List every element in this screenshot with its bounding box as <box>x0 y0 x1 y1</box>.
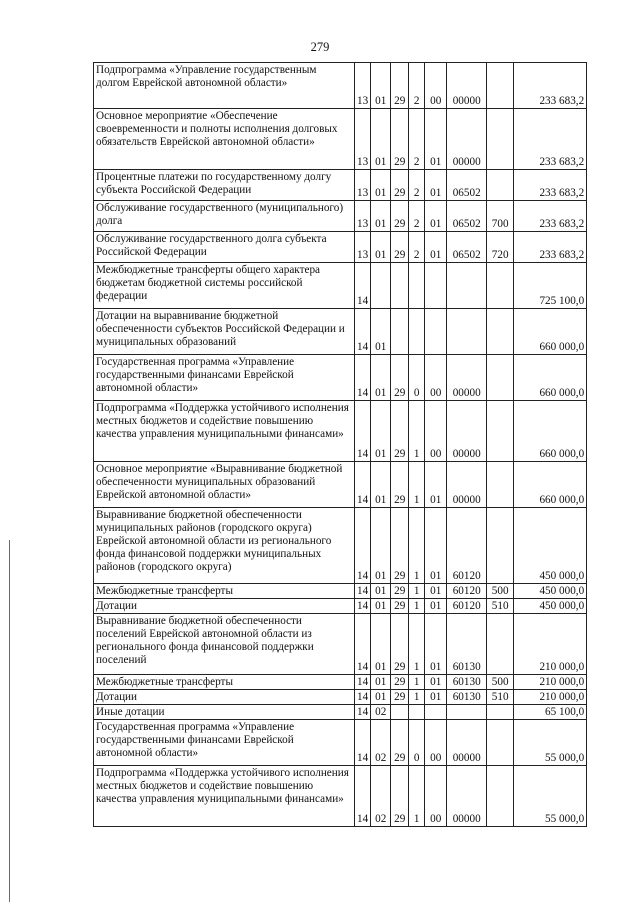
subsection-code: 02 <box>371 705 391 720</box>
table-row <box>94 232 587 263</box>
amount: 210 000,0 <box>514 675 587 690</box>
section-code: 14 <box>355 508 371 584</box>
amount: 450 000,0 <box>514 508 587 584</box>
expense-type-code <box>487 766 514 827</box>
program-code <box>391 263 409 309</box>
expense-type-code: 500 <box>487 675 514 690</box>
row-name: Подпрограмма «Поддержка устойчивого исполнения местных бюджетов и содействие повышению качества управления муниципальными финансами» <box>94 766 355 827</box>
program-code <box>391 705 409 720</box>
subprogram-code: 1 <box>409 462 425 508</box>
activity-code <box>425 263 447 309</box>
program-code: 29 <box>391 584 409 599</box>
section-code: 14 <box>355 766 371 827</box>
activity-code <box>425 309 447 355</box>
table-row <box>94 170 587 201</box>
expense-type-code <box>487 63 514 109</box>
direction-code <box>447 309 487 355</box>
subsection-code: 01 <box>371 599 391 614</box>
program-code: 29 <box>391 675 409 690</box>
activity-code: 00 <box>425 63 447 109</box>
table-row <box>94 263 587 309</box>
direction-code: 60130 <box>447 690 487 705</box>
subprogram-code: 1 <box>409 508 425 584</box>
amount: 55 000,0 <box>514 720 587 766</box>
expense-type-code: 720 <box>487 232 514 263</box>
expense-type-code <box>487 705 514 720</box>
table-row <box>94 309 587 355</box>
subsection-code: 01 <box>371 401 391 462</box>
program-code: 29 <box>391 599 409 614</box>
subprogram-code: 1 <box>409 614 425 675</box>
subsection-code <box>371 263 391 309</box>
amount: 65 100,0 <box>514 705 587 720</box>
activity-code: 01 <box>425 109 447 170</box>
section-code: 14 <box>355 720 371 766</box>
amount: 233 683,2 <box>514 109 587 170</box>
subsection-code: 01 <box>371 232 391 263</box>
subsection-code: 01 <box>371 614 391 675</box>
row-name: Межбюджетные трансферты <box>94 584 355 599</box>
activity-code: 01 <box>425 675 447 690</box>
table-row <box>94 508 587 584</box>
budget-table <box>93 62 587 827</box>
row-name: Выравнивание бюджетной обеспеченности муниципальных районов (городского округа) Еврейской автономной области из регионального фонда финансовой поддержки муниципальных районов (городского округа) <box>94 508 355 584</box>
amount: 233 683,2 <box>514 201 587 232</box>
program-code: 29 <box>391 401 409 462</box>
direction-code: 06502 <box>447 201 487 232</box>
expense-type-code <box>487 508 514 584</box>
direction-code: 00000 <box>447 766 487 827</box>
subsection-code: 01 <box>371 201 391 232</box>
expense-type-code <box>487 614 514 675</box>
expense-type-code <box>487 309 514 355</box>
direction-code: 60120 <box>447 584 487 599</box>
amount: 660 000,0 <box>514 355 587 401</box>
activity-code: 00 <box>425 766 447 827</box>
direction-code: 60130 <box>447 614 487 675</box>
section-code: 14 <box>355 462 371 508</box>
section-code: 13 <box>355 232 371 263</box>
row-name: Процентные платежи по государственному долгу субъекта Российской Федерации <box>94 170 355 201</box>
subprogram-code: 1 <box>409 401 425 462</box>
table-row <box>94 599 587 614</box>
row-name: Государственная программа «Управление государственными финансами Еврейской автономной области» <box>94 720 355 766</box>
direction-code <box>447 705 487 720</box>
row-name: Дотации <box>94 690 355 705</box>
scan-edge-line <box>9 540 10 902</box>
subsection-code: 01 <box>371 462 391 508</box>
program-code: 29 <box>391 201 409 232</box>
subsection-code: 01 <box>371 584 391 599</box>
section-code: 14 <box>355 599 371 614</box>
subsection-code: 02 <box>371 766 391 827</box>
activity-code: 00 <box>425 401 447 462</box>
table-row <box>94 584 587 599</box>
amount: 210 000,0 <box>514 614 587 675</box>
activity-code: 01 <box>425 508 447 584</box>
row-name: Дотации <box>94 599 355 614</box>
direction-code: 06502 <box>447 170 487 201</box>
activity-code: 01 <box>425 170 447 201</box>
table-row <box>94 690 587 705</box>
table-row <box>94 766 587 827</box>
subprogram-code: 2 <box>409 232 425 263</box>
program-code: 29 <box>391 170 409 201</box>
program-code: 29 <box>391 355 409 401</box>
subprogram-code: 1 <box>409 599 425 614</box>
subprogram-code: 1 <box>409 675 425 690</box>
activity-code: 01 <box>425 614 447 675</box>
amount: 660 000,0 <box>514 401 587 462</box>
direction-code: 06502 <box>447 232 487 263</box>
activity-code <box>425 705 447 720</box>
subprogram-code <box>409 705 425 720</box>
section-code: 13 <box>355 170 371 201</box>
direction-code: 00000 <box>447 355 487 401</box>
table-row <box>94 401 587 462</box>
section-code: 13 <box>355 109 371 170</box>
subprogram-code <box>409 309 425 355</box>
row-name: Подпрограмма «Поддержка устойчивого исполнения местных бюджетов и содействие повышению качества управления муниципальными финансами» <box>94 401 355 462</box>
section-code: 14 <box>355 584 371 599</box>
table-row <box>94 720 587 766</box>
section-code: 14 <box>355 675 371 690</box>
direction-code: 00000 <box>447 720 487 766</box>
amount: 210 000,0 <box>514 690 587 705</box>
expense-type-code: 500 <box>487 584 514 599</box>
program-code: 29 <box>391 508 409 584</box>
activity-code: 01 <box>425 599 447 614</box>
program-code: 29 <box>391 690 409 705</box>
expense-type-code <box>487 401 514 462</box>
section-code: 14 <box>355 355 371 401</box>
table-row <box>94 201 587 232</box>
activity-code: 00 <box>425 355 447 401</box>
section-code: 14 <box>355 690 371 705</box>
program-code <box>391 309 409 355</box>
subprogram-code: 2 <box>409 201 425 232</box>
row-name: Выравнивание бюджетной обеспеченности поселений Еврейской автономной области из регионального фонда финансовой поддержки поселений <box>94 614 355 675</box>
subsection-code: 01 <box>371 690 391 705</box>
row-name: Межбюджетные трансферты общего характера бюджетам бюджетной системы российской федерации <box>94 263 355 309</box>
expense-type-code <box>487 355 514 401</box>
row-name: Дотации на выравнивание бюджетной обеспеченности субъектов Российской Федерации и муниципальных образований <box>94 309 355 355</box>
amount: 450 000,0 <box>514 584 587 599</box>
subprogram-code <box>409 263 425 309</box>
subsection-code: 01 <box>371 109 391 170</box>
direction-code: 60130 <box>447 675 487 690</box>
expense-type-code <box>487 263 514 309</box>
amount: 233 683,2 <box>514 63 587 109</box>
subprogram-code: 2 <box>409 109 425 170</box>
program-code: 29 <box>391 614 409 675</box>
amount: 55 000,0 <box>514 766 587 827</box>
direction-code: 00000 <box>447 462 487 508</box>
subprogram-code: 1 <box>409 766 425 827</box>
subsection-code: 01 <box>371 508 391 584</box>
direction-code: 00000 <box>447 401 487 462</box>
expense-type-code: 700 <box>487 201 514 232</box>
table-row <box>94 614 587 675</box>
budget-table-body <box>94 63 587 827</box>
subsection-code: 01 <box>371 309 391 355</box>
amount: 725 100,0 <box>514 263 587 309</box>
activity-code: 01 <box>425 584 447 599</box>
program-code: 29 <box>391 63 409 109</box>
direction-code: 00000 <box>447 63 487 109</box>
section-code: 13 <box>355 63 371 109</box>
subsection-code: 02 <box>371 720 391 766</box>
expense-type-code <box>487 109 514 170</box>
program-code: 29 <box>391 766 409 827</box>
direction-code: 00000 <box>447 109 487 170</box>
expense-type-code <box>487 170 514 201</box>
section-code: 14 <box>355 263 371 309</box>
subsection-code: 01 <box>371 170 391 201</box>
row-name: Обслуживание государственного долга субъекта Российской Федерации <box>94 232 355 263</box>
program-code: 29 <box>391 720 409 766</box>
program-code: 29 <box>391 462 409 508</box>
subprogram-code: 2 <box>409 63 425 109</box>
row-name: Подпрограмма «Управление государственным долгом Еврейской автономной области» <box>94 63 355 109</box>
subsection-code: 01 <box>371 355 391 401</box>
subprogram-code: 0 <box>409 355 425 401</box>
program-code: 29 <box>391 109 409 170</box>
row-name: Основное мероприятие «Обеспечение своевременности и полноты исполнения долговых обязательств Еврейской автономной области» <box>94 109 355 170</box>
amount: 660 000,0 <box>514 462 587 508</box>
amount: 660 000,0 <box>514 309 587 355</box>
table-row <box>94 355 587 401</box>
activity-code: 00 <box>425 720 447 766</box>
amount: 450 000,0 <box>514 599 587 614</box>
section-code: 14 <box>355 401 371 462</box>
section-code: 14 <box>355 705 371 720</box>
amount: 233 683,2 <box>514 232 587 263</box>
table-row <box>94 63 587 109</box>
direction-code <box>447 263 487 309</box>
subsection-code: 01 <box>371 675 391 690</box>
page-number: 279 <box>310 40 330 54</box>
expense-type-code: 510 <box>487 690 514 705</box>
direction-code: 60120 <box>447 599 487 614</box>
expense-type-code: 510 <box>487 599 514 614</box>
subsection-code: 01 <box>371 63 391 109</box>
subprogram-code: 1 <box>409 584 425 599</box>
section-code: 14 <box>355 614 371 675</box>
activity-code: 01 <box>425 462 447 508</box>
subprogram-code: 0 <box>409 720 425 766</box>
row-name: Основное мероприятие «Выравнивание бюджетной обеспеченности муниципальных образований Еврейской автономной области» <box>94 462 355 508</box>
subprogram-code: 2 <box>409 170 425 201</box>
row-name: Межбюджетные трансферты <box>94 675 355 690</box>
expense-type-code <box>487 462 514 508</box>
expense-type-code <box>487 720 514 766</box>
table-row <box>94 675 587 690</box>
subprogram-code: 1 <box>409 690 425 705</box>
table-row <box>94 109 587 170</box>
program-code: 29 <box>391 232 409 263</box>
activity-code: 01 <box>425 201 447 232</box>
section-code: 13 <box>355 201 371 232</box>
activity-code: 01 <box>425 690 447 705</box>
row-name: Обслуживание государственного (муниципального) долга <box>94 201 355 232</box>
table-row <box>94 462 587 508</box>
row-name: Государственная программа «Управление государственными финансами Еврейской автономной области» <box>94 355 355 401</box>
section-code: 14 <box>355 309 371 355</box>
row-name: Иные дотации <box>94 705 355 720</box>
activity-code: 01 <box>425 232 447 263</box>
table-row <box>94 705 587 720</box>
direction-code: 60120 <box>447 508 487 584</box>
amount: 233 683,2 <box>514 170 587 201</box>
